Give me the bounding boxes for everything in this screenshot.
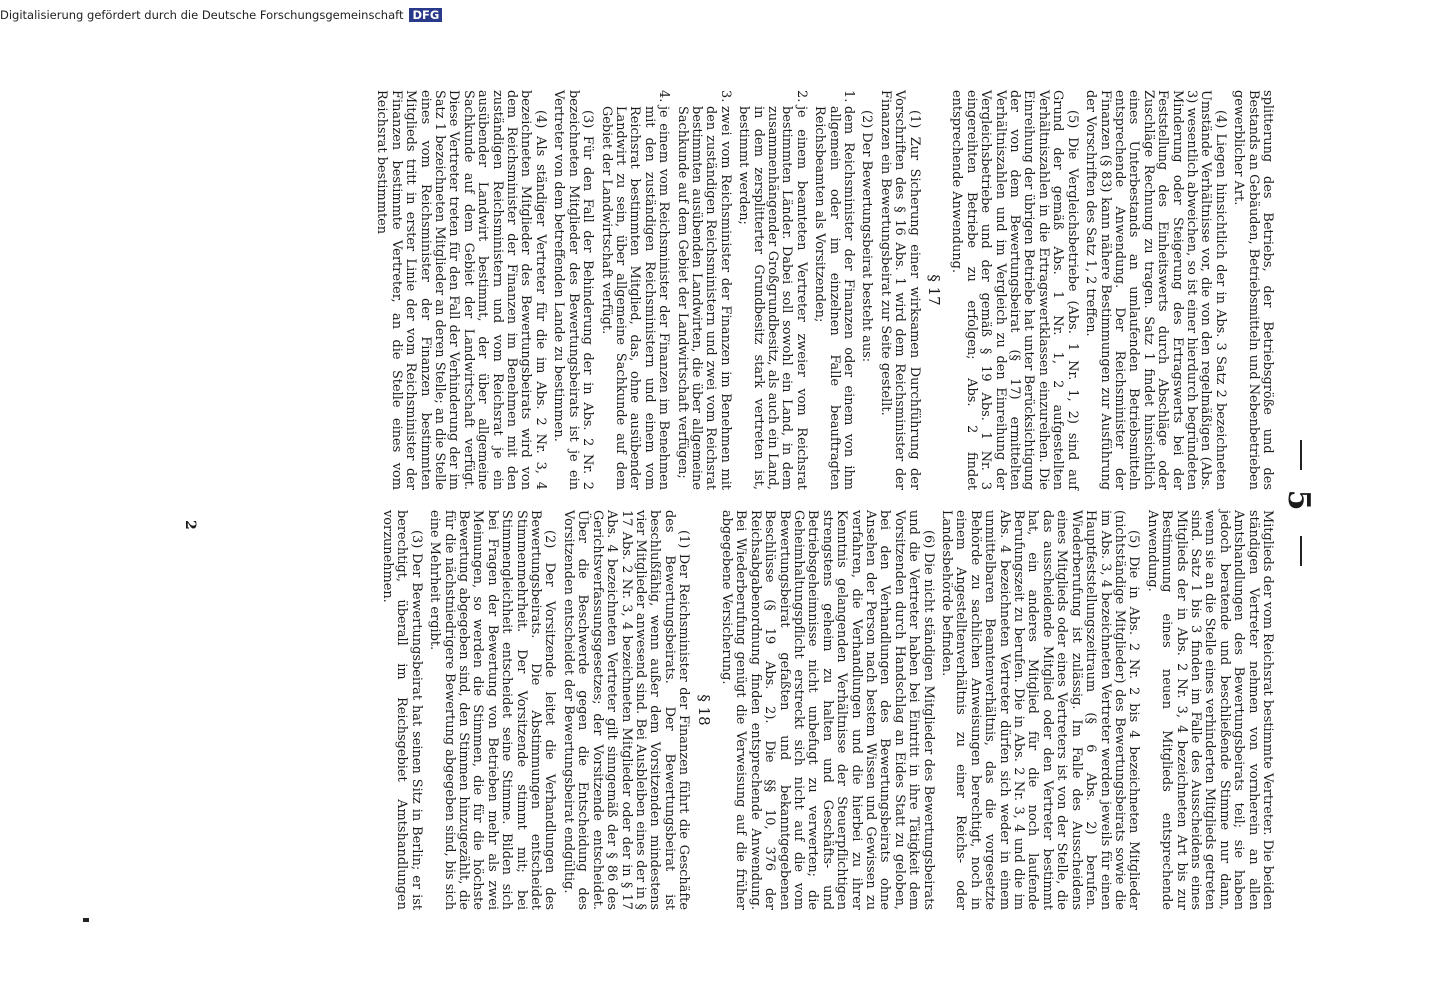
section-heading-17: § 17 (925, 274, 944, 306)
paragraph: (3) Für den Fall der Behinderung der in Abs. 2 Nr. 2 bezeichneten Mitglieder des Bewertungsbeirats ist je ein Vertreter von dem betreffenden Lande zu bestimmen. (551, 90, 596, 490)
right-column (376, 510, 1274, 910)
list-item: 4. je einem vom Reichsminister der Finanzen im Benehmen mit den zuständigen Reichsministern und einem vom Reichsrat bestimmten Mitglied, das, ohne ausübender Landwirt zu sein, über allgemeine Sachkunde auf dem Gebiet der Landwirtschaft verfügt. (598, 90, 672, 490)
header-dash-left (1300, 440, 1302, 470)
paragraph: (5) Die in Abs. 2 Nr. 2 bis 4 bezeichneten Mitglieder (nichtständige Mitglieder) des Bewertungsbeirats sowie die im Abs. 3, 4 bezeichneten Vertreter werden jeweils für einen Hauptfeststellungszeitraum (§ 6 Abs. 2) berufen. Wiederberufung ist zulässig. Im Falle des Ausscheidens eines Mitglieds oder eines Vertreters ist von der Stelle, die das ausscheidende Mitglied oder den Vertreter bestimmt hat, ein anderes Mitglied für die noch laufende Berufungszeit zu berufen. Die in Abs. 2 Nr. 3, 4 und die im Abs. 4 bezeichneten Vertreter dürfen sich weder in einem unmittelbaren Beamtenverhältnis, das die vorgesetzte Behörde zu sachlichen Anweisungen berechtigt, noch in einem Angestelltenverhältnis zu einer Reichs- oder Landesbehörde befinden. (939, 510, 1142, 910)
paragraph: Mitglieds der vom Reichsrat bestimmte Vertreter. Die beiden ständigen Vertreter nehmen von vornherein an allen Amtshandlungen des Bewertungsbeirats teil; sie haben jedoch beratende und beschließende Stimme nur dann, wenn sie an die Stelle eines verhinderten Mitglieds getreten sind. Satz 1 bis 3 finden im Falle des Ausscheidens eines Mitglieds der in Abs. 2 Nr. 3, 4 bezeichneten Art bis zur Bestimmung eines neuen Mitglieds entsprechende Anwendung. (1144, 510, 1275, 910)
dfg-logo: DFG (409, 8, 442, 22)
scan-speck (83, 918, 89, 922)
list-item: 3. zwei vom Reichsminister der Finanzen im Benehmen mit den zuständigen Reichsministern und zwei vom Reichsrat bestimmten ausübenden Landwirten, die über allgemeine Sachkunde auf dem Gebiet der Landwirtschaft verfügen; (674, 90, 733, 490)
digitization-credit (0, 8, 720, 22)
paragraph: (3) Der Bewertungsbeirat hat seinen Sitz in Berlin; er ist berechtigt, überall im Reichsgebiet Amtshandlungen vorzunehmen. (380, 510, 424, 910)
credit-text: Digitalisierung gefördert durch die Deutsche Forschungsgemeinschaft (0, 8, 404, 22)
paragraph: (4) Als ständiger Vertreter für die im Abs. 2 Nr. 3, 4 bezeichneten Mitglieder des Bewertungsbeirats wird von dem Reichsminister der Finanzen im Benehmen mit den zuständigen Reichsministern und vom Reichsrat je ein ausübender Landwirt bestimmt, der über allgemeine Sachkunde auf dem Gebiet der Landwirtschaft verfügt. Diese Vertreter treten für den Fall der Verhinderung der im Satz 1 bezeichneten Mitglieder an deren Stelle; an die Stelle eines vom Reichsminister der Finanzen bestimmten Mitglieds tritt in erster Linie der vom Reichsminister der Finanzen bestimmte Vertreter, an die Stelle eines vom Reichsrat bestimmten (374, 90, 548, 490)
section-heading-18: § 18 (694, 694, 713, 726)
list-item: 2. je einem beamteten Vertreter zweier vom Reichsrat bestimmten Länder. Dabei soll sowohl ein Land, in dem zusammenhängender Großgrundbesitz, als auch ein Land, in dem zersplitterter Grundbesitz stark vertreten ist, bestimmt werden; (736, 90, 809, 490)
page-header (1276, 0, 1316, 1000)
paragraph: (1) Der Reichsminister der Finanzen führt die Geschäfte des Bewertungsbeirats. Der Bewertungsbeirat ist beschlußfähig, wenn außer dem Vorsitzenden mindestens vier Mitglieder anwesend sind. Bei Ausbleiben eines der in § 17 Abs. 2 Nr. 3, 4 bezeichneten Mitglieder oder der in § 17 Abs. 4 bezeichneten Vertreter gilt sinngemäß der § 86 des Gerichtsverfassungsgesetzes; der Vorsitzende entscheidet. Über die Beschwerde gegen die Entscheidung des Vorsitzenden entscheidet der Bewertungsbeirat endgültig. (560, 510, 692, 910)
paragraph: (2) Der Vorsitzende leitet die Verhandlungen des Bewertungsbeirats. Die Abstimmungen entscheidet Stimmenmehrheit. Der Vorsitzende stimmt mit; bei Stimmengleichheit entscheidet seine Stimme. Bilden sich bei Fragen der Bewertung von Betrieben mehr als zwei Meinungen, so werden die Stimmen, die für die höchste Bewertung abgegeben sind, den Stimmen hinzugezählt, die für die nächstniedrigere Bewertung abgegeben sind, bis sich eine Mehrheit ergibt. (427, 510, 558, 910)
paragraph: (1) Zur Sicherung einer wirksamen Durchführung der Vorschriften des § 16 Abs. 1 wird dem Reichsminister der Finanzen ein Bewertungsbeirat zur Seite gestellt. (877, 90, 922, 490)
header-dash-right (1300, 536, 1302, 566)
paragraph: (5) Die Vergleichsbetriebe (Abs. 1 Nr. 1, 2) sind auf Grund der gemäß Abs. 1 Nr. 1, 2 aufgestellten Verhältniszahlen in die Ertragswertklassen einzureihen. Die Einreihung der übrigen Betriebe hat unter Berücksichtigung der von dem Bewertungsbeirat (§ 17) ermittelten Verhältniszahlen und im Vergleich zu den Einreihung der Vergleichsbetriebe und der gemäß § 19 Abs. 1 Nr. 3 eingereihten Betriebe zu erfolgen; Abs. 2 findet entsprechende Anwendung. (949, 90, 1080, 490)
list-item: 1. dem Reichsminister der Finanzen oder einem von ihm allgemein oder im einzelnen Falle beauftragten Reichsbeamten als Vorsitzenden; (812, 90, 857, 490)
paragraph: splitterung des Betriebs, der Betriebsgröße und des Bestands an Gebäuden, Betriebsmitteln und Nebenbetrieben gewerblicher Art. (1231, 90, 1275, 490)
left-column (370, 90, 1274, 490)
signature-number: 2 (182, 520, 198, 530)
page-number: 5 (1281, 489, 1316, 511)
paragraph: (6) Die nicht ständigen Mitglieder des Bewertungsbeirats und die Vertreter haben bei Eintritt in ihre Tätigkeit dem Vorsitzenden durch Handschlag an Eides Statt zu geloben, bei den Verhandlungen des Bewertungsbeirats ohne Ansehen der Person nach bestem Wissen und Gewissen zu verfahren, die Verhandlungen und die hierbei zu ihrer Kenntnis gelangenden Verhältnisse der Steuerpflichtigen strengstens geheim zu halten und Geschäfts- und Betriebsgeheimnisse nicht unbefugt zu verwerten; die Geheimhaltungspflicht erstreckt sich nicht auf die vom Bewertungsbeirat gefaßten und bekanntgegebenen Beschlüsse (§ 19 Abs. 2). Die §§ 10, 376 der Reichsabgabenordnung finden entsprechende Anwendung. Bei Wiederberufung genügt die Verweisung auf die früher abgegebene Versicherung. (718, 510, 936, 910)
paragraph: (2) Der Bewertungsbeirat besteht aus: (859, 110, 875, 363)
paragraph: (4) Liegen hinsichtlich der in Abs. 3 Satz 2 bezeichneten Umstände Verhältnisse vor, die von den regelmäßigen (Abs. 3) wesentlich abweichen, so ist einer hierdurch begründeten Minderung oder Steigerung des Ertragswerts bei der Feststellung des Einheitswerts durch Abschläge oder Zuschläge Rechnung zu tragen. Satz 1 findet hinsichtlich eines Unterbestands an umlaufenden Betriebsmitteln entsprechende Anwendung. Der Reichsminister der Finanzen (§ 83) kann nähere Bestimmungen zur Ausführung der Vorschriften des Satz 1, 2 treffen. (1083, 90, 1228, 490)
